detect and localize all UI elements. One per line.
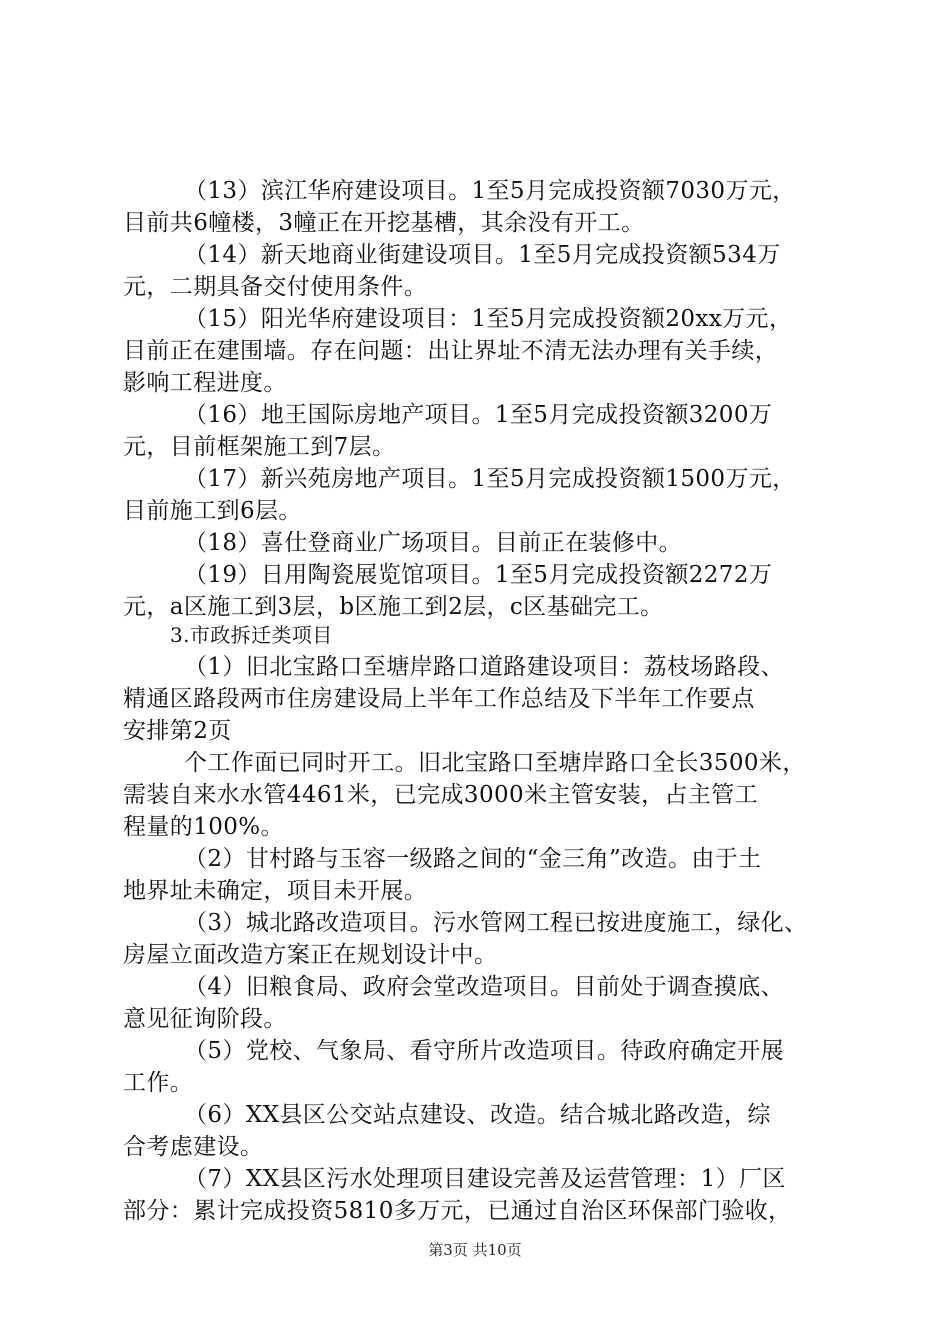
page-number-footer: 第3页 共10页 <box>428 1241 522 1259</box>
text-line: （2）甘村路与玉容一级路之间的“金三角”改造。由于土 <box>184 846 762 872</box>
text-line: 部分：累计完成投资5810多万元，已通过自治区环保部门验收， <box>123 1198 792 1224</box>
section-heading: 3.市政拆迁类项目 <box>170 623 333 647</box>
text-line: （3）城北路改造项目。污水管网工程已按进度施工，绿化、 <box>184 910 808 936</box>
text-line: （13）滨江华府建设项目。1至5月完成投资额7030万元， <box>184 178 796 204</box>
text-line: （6）XX县区公交站点建设、改造。结合城北路改造，综 <box>184 1102 771 1128</box>
text-line: （16）地王国际房地产项目。1至5月完成投资额3200万 <box>184 402 773 428</box>
text-line: 个工作面已同时开工。旧北宝路口至塘岸路口全长3500米， <box>184 750 806 776</box>
text-line: （4）旧粮食局、政府会堂改造项目。目前处于调查摸底、 <box>184 974 785 1000</box>
text-line: （18）喜仕登商业广场项目。目前正在装修中。 <box>184 530 683 556</box>
text-line: 元，二期具备交付使用条件。 <box>123 274 428 300</box>
text-line: 工作。 <box>123 1070 194 1096</box>
text-line: （14）新天地商业街建设项目。1至5月完成投资额534万 <box>184 242 781 268</box>
text-line: 元，目前框架施工到7层。 <box>123 434 396 460</box>
text-line: 目前正在建围墙。存在问题：出让界址不清无法办理有关手续， <box>123 338 779 364</box>
text-line: 合考虑建设。 <box>123 1134 264 1160</box>
text-line: 目前施工到6层。 <box>123 498 302 524</box>
text-line: 安排第2页 <box>123 718 232 744</box>
text-line: （17）新兴苑房地产项目。1至5月完成投资额1500万元， <box>184 466 796 492</box>
text-line: （19）日用陶瓷展览馆项目。1至5月完成投资额2272万 <box>184 562 773 588</box>
text-line: 影响工程进度。 <box>123 370 287 396</box>
text-line: （5）党校、气象局、看守所片改造项目。待政府确定开展 <box>184 1038 785 1064</box>
text-line: 需装自来水水管4461米，已完成3000米主管安装，占主管工 <box>123 782 759 808</box>
text-line: （7）XX县区污水处理项目建设完善及运营管理：1）厂区 <box>184 1166 786 1192</box>
text-line: 精通区路段两市住房建设局上半年工作总结及下半年工作要点 <box>123 686 755 712</box>
text-line: 房屋立面改造方案正在规划设计中。 <box>123 942 498 968</box>
text-line: 意见征询阶段。 <box>123 1006 287 1032</box>
text-line: 目前共6幢楼，3幢正在开挖基槽，其余没有开工。 <box>123 210 645 236</box>
text-line: （1）旧北宝路口至塘岸路口道路建设项目：荔枝场路段、 <box>184 654 785 680</box>
text-line: 元，a区施工到3层，b区施工到2层，c区基础完工。 <box>123 594 664 620</box>
text-line: 地界址未确定，项目未开展。 <box>123 878 428 904</box>
text-line: 程量的100%。 <box>123 814 284 840</box>
text-line: （15）阳光华府建设项目：1至5月完成投资额20xx万元， <box>184 306 793 332</box>
